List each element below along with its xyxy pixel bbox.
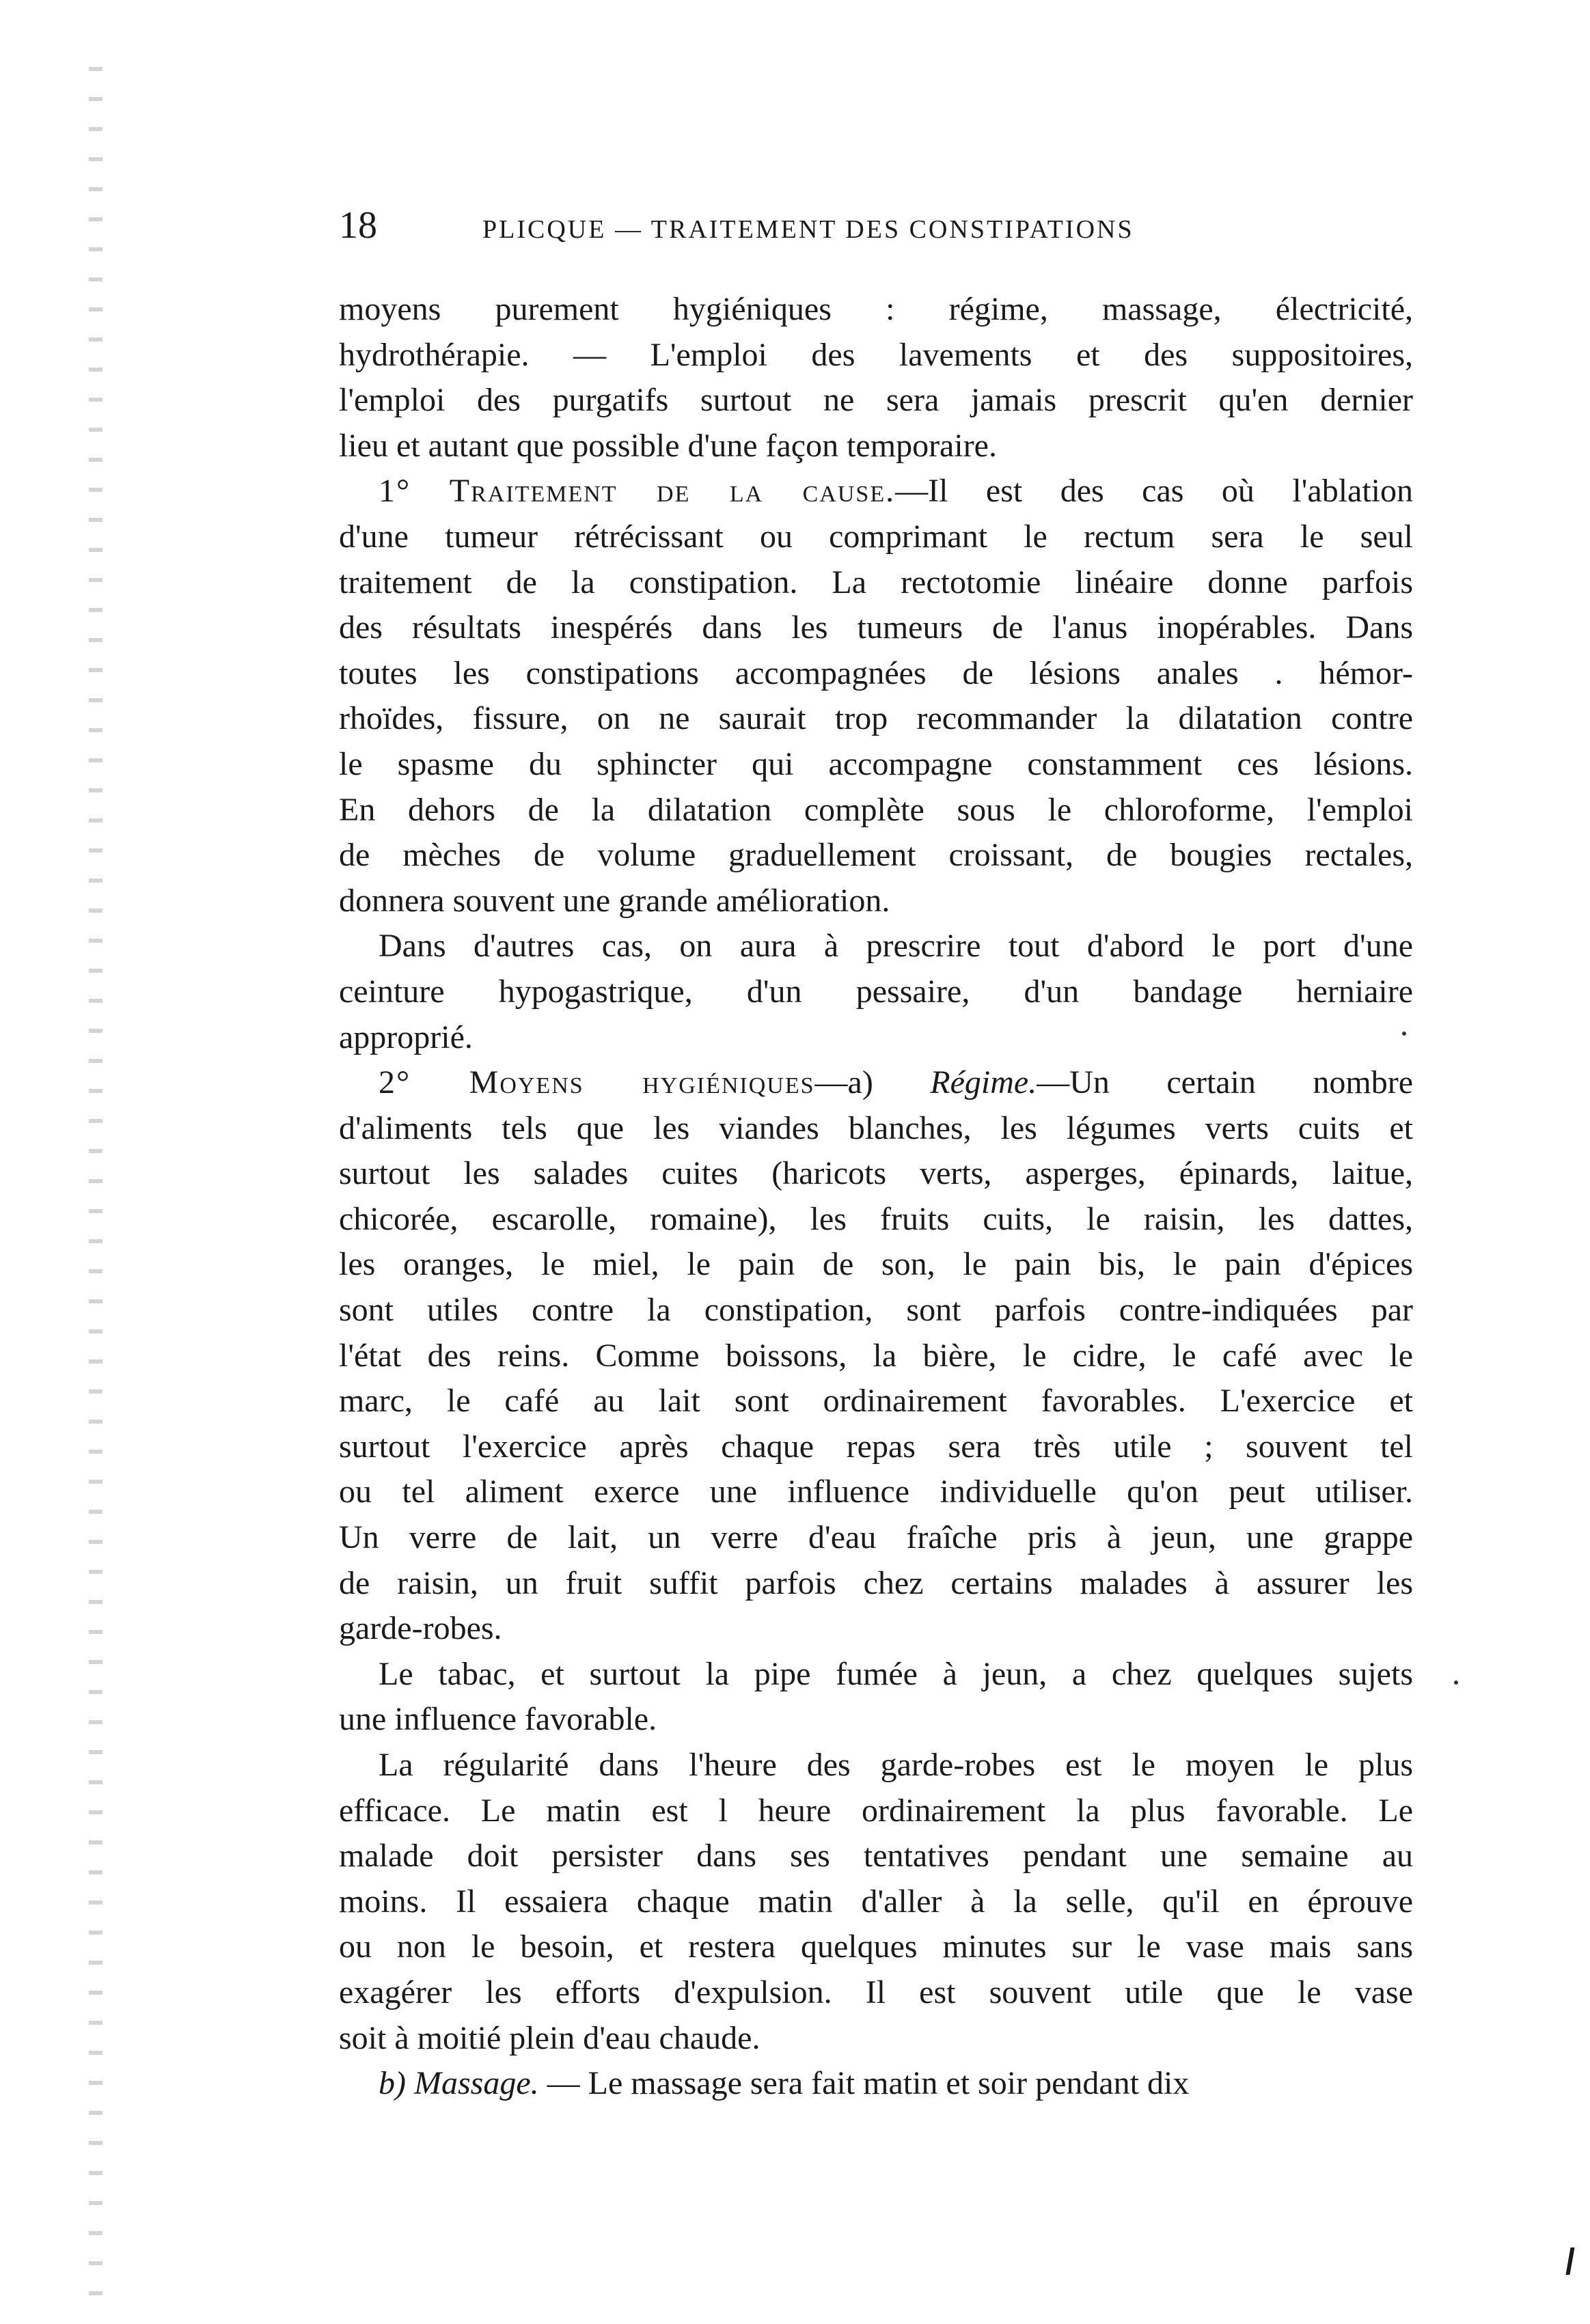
text-line: le spasme du sphincter qui accompagne constamment ces lésions. — [339, 745, 1413, 782]
text-line: soit à moitié plein d'eau chaude. — [339, 2019, 760, 2056]
text-line: rhoïdes, fissure, on ne saurait trop recommander la dilatation contre — [339, 700, 1413, 737]
paragraph — [339, 2061, 1413, 2107]
text-line: 1° Traitement de la cause.—Il est des cas où l'ablation — [379, 473, 1414, 510]
paragraph — [339, 1743, 1413, 2061]
scan-edge-mark — [1565, 2247, 1574, 2275]
text-line: Le tabac, et surtout la pipe fumée à jeun, a chez quelques sujets — [379, 1655, 1413, 1692]
paragraph — [339, 287, 1413, 469]
list-marker: b) — [379, 2065, 414, 2102]
text-line: Dans d'autres cas, on aura à prescrire tout d'abord le port d'une — [379, 928, 1413, 965]
text-line: La régularité dans l'heure des garde-robes est le moyen le plus — [379, 1747, 1413, 1783]
section-heading: 1° Traitement de la cause. — [379, 473, 896, 510]
text-line: d'aliments tels que les viandes blanches, les légumes verts cuits et — [339, 1109, 1413, 1146]
text-line: donnera souvent une grande amélioration. — [339, 882, 890, 919]
text-line: moyens purement hygiéniques : régime, massage, électricité, — [339, 291, 1413, 327]
text-line: b) Massage. — Le massage sera fait matin et soir pendant dix — [379, 2065, 1190, 2102]
page-number: 18 — [339, 204, 377, 247]
text-line: de raisin, un fruit suffit parfois chez certains malades à assurer les — [339, 1564, 1413, 1601]
section-heading: 2° Moyens hygiéniques — [379, 1064, 815, 1101]
scan-margin-artifacts — [89, 41, 102, 2295]
paragraph — [339, 1652, 1413, 1743]
scan-speck — [1454, 1680, 1458, 1685]
text-line: En dehors de la dilatation complète sous le chloroforme, l'emploi — [339, 791, 1413, 828]
paragraph — [339, 924, 1413, 1060]
text-line: hydrothérapie. — L'emploi des lavements et des suppositoires, — [339, 336, 1413, 373]
text-line: ou tel aliment exerce une influence individuelle qu'on peut utiliser. — [339, 1474, 1413, 1510]
text-line: ceinture hypogastrique, d'un pessaire, d'un bandage herniaire — [339, 973, 1413, 1010]
text-line: les oranges, le miel, le pain de son, le pain bis, le pain d'épices — [339, 1246, 1413, 1283]
text-line: chicorée, escarolle, romaine), les fruits cuits, le raisin, les dattes, — [339, 1200, 1413, 1237]
running-header — [339, 198, 1413, 253]
text-line: de mèches de volume graduellement croissant, de bougies rectales, — [339, 837, 1413, 874]
text-line: une influence favorable. — [339, 1701, 657, 1738]
subheading: Régime. — [930, 1064, 1037, 1101]
text-line: des résultats inespérés dans les tumeurs de l'anus inopérables. Dans — [339, 609, 1413, 646]
text-line: approprié. — [339, 1019, 473, 1055]
text-line: d'une tumeur rétrécissant ou comprimant le rectum sera le seul — [339, 518, 1413, 555]
body-text — [339, 287, 1413, 2107]
text-line: efficace. Le matin est l heure ordinairement la plus favorable. Le — [339, 1792, 1413, 1829]
paragraph — [339, 1060, 1413, 1652]
text-line: Un verre de lait, un verre d'eau fraîche pris à jeun, une grappe — [339, 1519, 1413, 1556]
running-title: PLICQUE — TRAITEMENT DES CONSTIPATIONS — [482, 215, 1134, 244]
text-line: marc, le café au lait sont ordinairement favorables. L'exercice et — [339, 1383, 1413, 1420]
subheading: Massage. — [413, 2065, 539, 2102]
text-line: lieu et autant que possible d'une façon temporaire. — [339, 427, 997, 464]
paragraph — [339, 469, 1413, 924]
text-line: traitement de la constipation. La rectotomie linéaire donne parfois — [339, 564, 1413, 600]
text-line: toutes les constipations accompagnées de lésions anales . hémor- — [339, 654, 1413, 691]
text-line: l'état des reins. Comme boissons, la bière, le cidre, le café avec le — [339, 1337, 1413, 1374]
text-line: garde-robes. — [339, 1610, 502, 1647]
text-line: sont utiles contre la constipation, sont parfois contre-indiquées par — [339, 1292, 1413, 1329]
text-line: ou non le besoin, et restera quelques minutes sur le vase mais sans — [339, 1928, 1413, 1965]
text-line: exagérer les efforts d'expulsion. Il est souvent utile que le vase — [339, 1974, 1413, 2010]
text-line: surtout les salades cuites (haricots verts, asperges, épinards, laitue, — [339, 1155, 1413, 1192]
text-line: l'emploi des purgatifs surtout ne sera jamais prescrit qu'en dernier — [339, 382, 1413, 419]
text-line: surtout l'exercice après chaque repas sera très utile ; souvent tel — [339, 1428, 1413, 1465]
text-line: 2° Moyens hygiéniques—a) Régime.—Un certain nombre — [379, 1064, 1413, 1101]
text-line: moins. Il essaiera chaque matin d'aller à la selle, qu'il en éprouve — [339, 1883, 1413, 1920]
text-line: malade doit persister dans ses tentatives pendant une semaine au — [339, 1838, 1413, 1875]
